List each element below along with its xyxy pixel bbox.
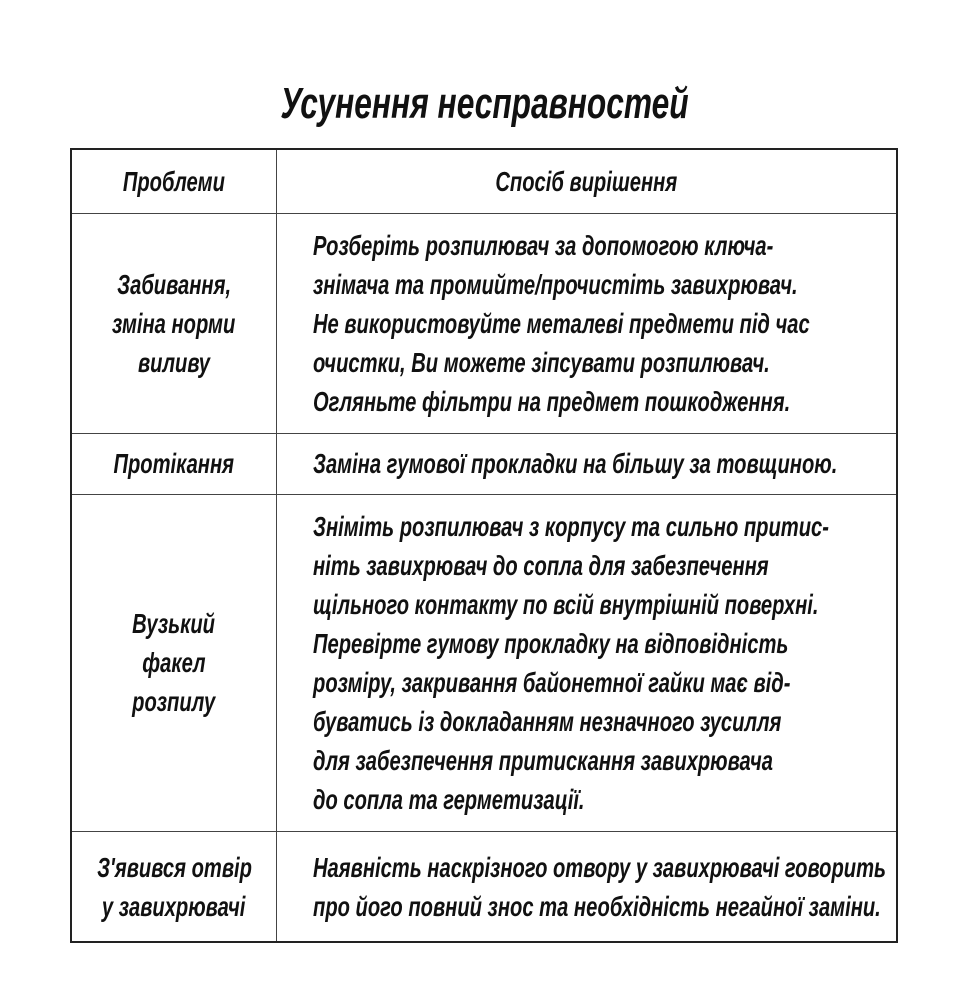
- text-line: Зніміть розпилювач з корпусу та сильно притис-: [313, 510, 829, 542]
- text-line: знімача та промийте/прочистіть завихрювач.: [313, 268, 798, 300]
- solution-cell: [277, 831, 896, 943]
- header-problems: [72, 150, 276, 213]
- text-line: у завихрювачі: [102, 891, 246, 922]
- solution-cell: [277, 213, 896, 433]
- text-line: виливу: [138, 346, 210, 378]
- troubleshooting-table: [70, 148, 898, 943]
- text-line: Проблеми: [122, 166, 226, 197]
- text-line: Огляньте фільтри на предмет пошкодження.: [313, 385, 791, 417]
- text-line: очистки, Ви можете зіпсувати розпилювач.: [313, 346, 770, 378]
- text-line: розміру, закривання байонетної гайки має від-: [313, 666, 791, 698]
- text-line: Перевірте гумову прокладку на відповідність: [313, 627, 789, 659]
- text-line: Вузький: [132, 608, 216, 639]
- solution-cell: [277, 433, 896, 494]
- text-line: Розберіть розпилювач за допомогою ключа-: [313, 229, 774, 261]
- text-line: про його повний знос та необхідність негайної заміни.: [313, 891, 881, 922]
- header-solution: [277, 150, 896, 213]
- text-line: Не використовуйте металеві предмети під час: [313, 307, 810, 339]
- problem-cell: [72, 494, 276, 831]
- text-line: З'явився отвір: [96, 852, 252, 883]
- text-line: факел: [142, 647, 206, 678]
- problem-cell: [72, 831, 276, 943]
- text-line: до сопла та герметизації.: [313, 783, 585, 815]
- text-line: Забивання,: [117, 268, 231, 300]
- text-line: Наявність наскрізного отвору у завихрювачі говорить: [313, 852, 886, 883]
- text-line: Заміна гумової прокладки на більшу за товщиною.: [313, 448, 838, 479]
- problem-cell: [72, 433, 276, 494]
- title-text: Усунення несправностей: [279, 79, 689, 128]
- text-line: зміна норми: [112, 307, 236, 339]
- page-title: [0, 78, 968, 130]
- text-line: Спосіб вирішення: [495, 166, 678, 197]
- text-line: розпилу: [132, 686, 216, 717]
- text-line: для забезпечення притискання завихрювача: [313, 744, 773, 776]
- text-line: ніть завихрювач до сопла для забезпечення: [313, 549, 769, 581]
- problem-cell: [72, 213, 276, 433]
- text-line: щільного контакту по всій внутрішній поверхні.: [313, 588, 819, 620]
- text-line: буватись із докладанням незначного зусилля: [313, 705, 782, 737]
- solution-cell: [277, 494, 896, 831]
- text-line: Протікання: [113, 448, 235, 479]
